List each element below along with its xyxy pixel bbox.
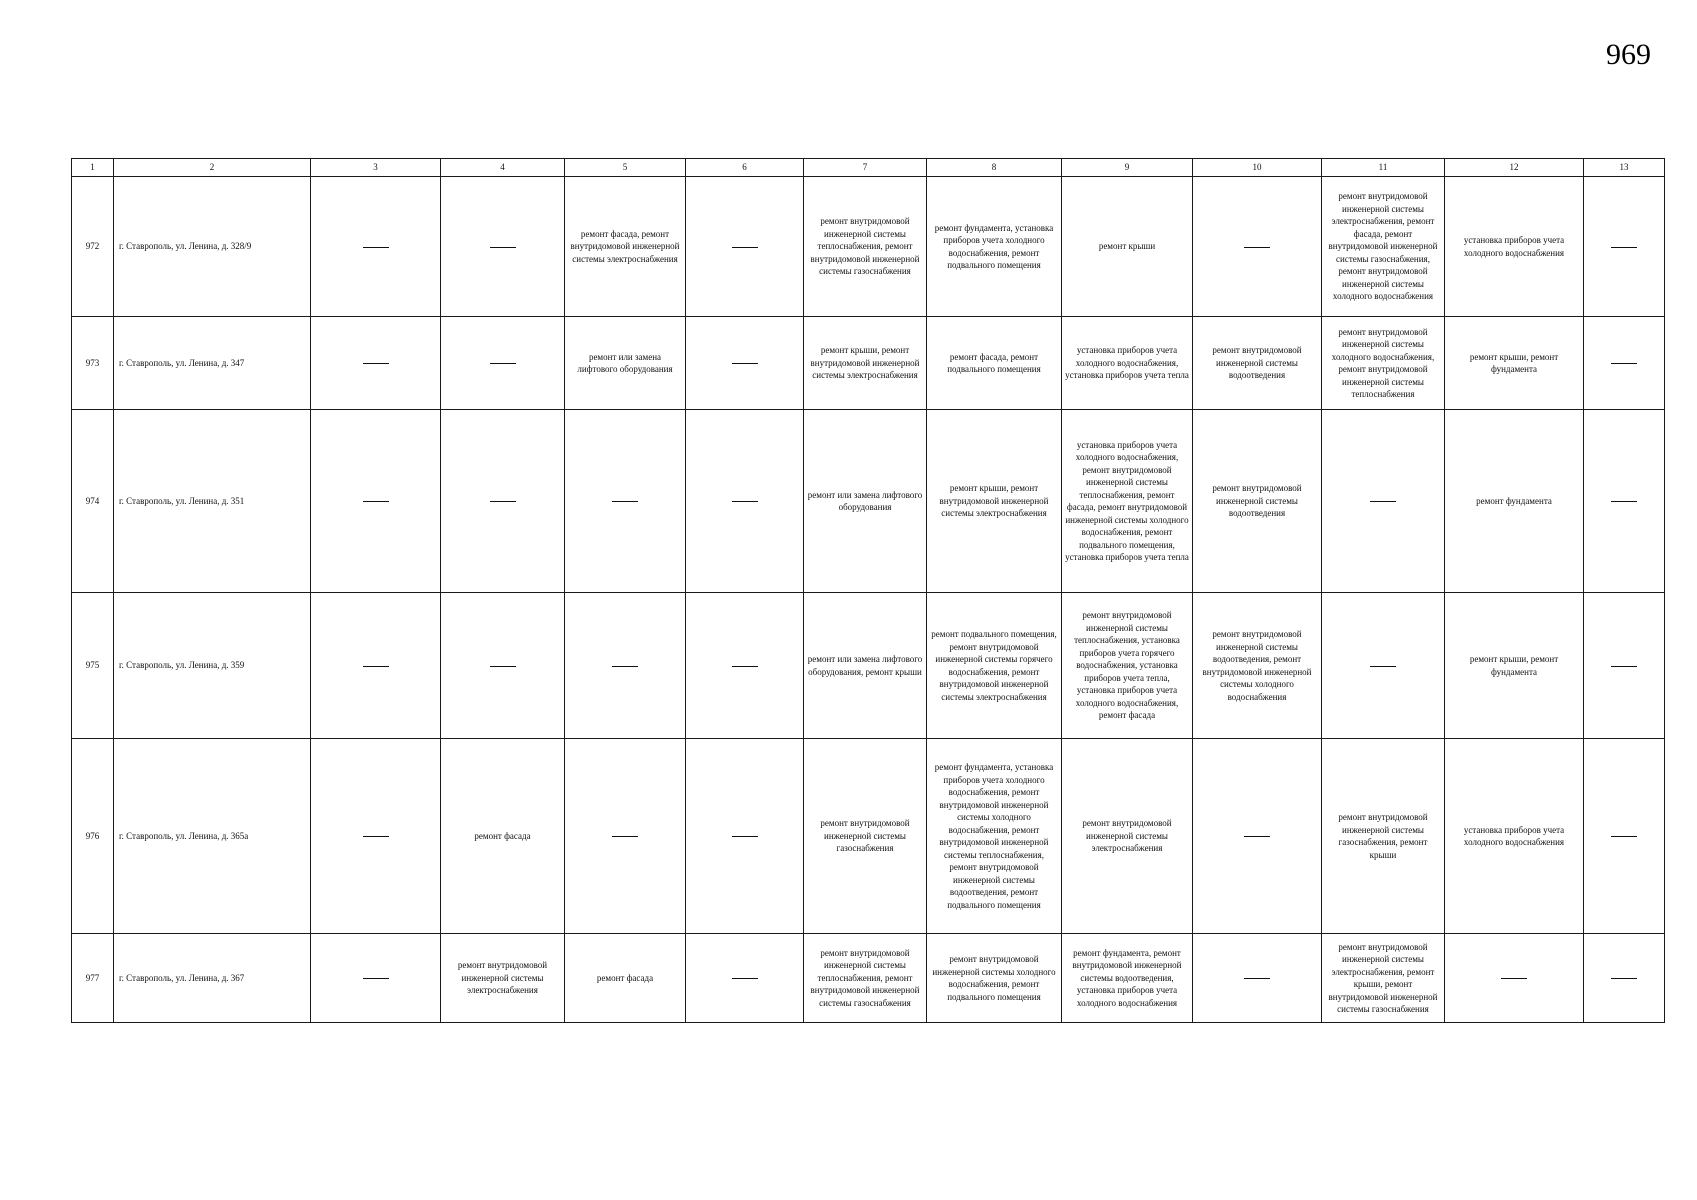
work-cell: ремонт фасада, ремонт подвального помещения xyxy=(927,317,1062,410)
work-cell: ремонт крыши, ремонт внутридомовой инженерной системы электроснабжения xyxy=(927,410,1062,593)
address-cell: г. Ставрополь, ул. Ленина, д. 328/9 xyxy=(114,177,311,317)
work-cell: ремонт фундамента, установка приборов учета холодного водоснабжения, ремонт подвального помещения xyxy=(927,177,1062,317)
work-cell: установка приборов учета холодного водоснабжения xyxy=(1445,177,1584,317)
table-row xyxy=(72,410,1665,593)
row-number: 972 xyxy=(72,177,114,317)
work-cell: ремонт внутридомовой инженерной системы холодного водоснабжения, ремонт подвального помещения xyxy=(927,934,1062,1023)
row-number: 977 xyxy=(72,934,114,1023)
column-header: 3 xyxy=(311,159,441,177)
column-number-header-row xyxy=(72,159,1665,177)
work-cell: ремонт внутридомовой инженерной системы водоотведения xyxy=(1193,410,1322,593)
work-cell: ремонт фасада xyxy=(565,934,686,1023)
column-header: 1 xyxy=(72,159,114,177)
empty-cell-dash xyxy=(311,593,441,739)
empty-cell-dash xyxy=(686,410,804,593)
column-header: 5 xyxy=(565,159,686,177)
column-header: 11 xyxy=(1322,159,1445,177)
empty-cell-dash xyxy=(565,593,686,739)
empty-cell-dash xyxy=(686,317,804,410)
column-header: 12 xyxy=(1445,159,1584,177)
empty-cell-dash xyxy=(311,739,441,934)
column-header: 2 xyxy=(114,159,311,177)
empty-cell-dash xyxy=(1584,934,1665,1023)
address-cell: г. Ставрополь, ул. Ленина, д. 367 xyxy=(114,934,311,1023)
empty-cell-dash xyxy=(686,177,804,317)
work-cell: ремонт внутридомовой инженерной системы теплоснабжения, установка приборов учета горячего водоснабжения, установка приборов учета тепла, установка приборов учета холодного водоснабжения, ремонт фасада xyxy=(1062,593,1193,739)
work-cell: ремонт крыши, ремонт фундамента xyxy=(1445,593,1584,739)
empty-cell-dash xyxy=(686,593,804,739)
table-row xyxy=(72,177,1665,317)
empty-cell-dash xyxy=(565,739,686,934)
empty-cell-dash xyxy=(686,739,804,934)
empty-cell-dash xyxy=(1584,177,1665,317)
work-cell: ремонт внутридомовой инженерной системы электроснабжения, ремонт крыши, ремонт внутридомовой инженерной системы газоснабжения xyxy=(1322,934,1445,1023)
work-cell: ремонт внутридомовой инженерной системы водоотведения xyxy=(1193,317,1322,410)
page-number: 969 xyxy=(1606,38,1651,71)
column-header: 10 xyxy=(1193,159,1322,177)
work-cell: ремонт или замена лифтового оборудования xyxy=(804,410,927,593)
empty-cell-dash xyxy=(1584,410,1665,593)
empty-cell-dash xyxy=(311,317,441,410)
work-cell: ремонт фасада, ремонт внутридомовой инженерной системы электроснабжения xyxy=(565,177,686,317)
work-cell: ремонт фундамента xyxy=(1445,410,1584,593)
work-cell: ремонт фундамента, установка приборов учета холодного водоснабжения, ремонт внутридомовой инженерной системы холодного водоснабжения, ремонт внутридомовой инженерной системы теплоснабжения, ремонт внутридомовой инженерной системы водоотведения, ремонт подвального помещения xyxy=(927,739,1062,934)
work-cell: ремонт внутридомовой инженерной системы теплоснабжения, ремонт внутридомовой инженерной системы газоснабжения xyxy=(804,177,927,317)
empty-cell-dash xyxy=(1193,739,1322,934)
work-cell: ремонт крыши, ремонт внутридомовой инженерной системы электроснабжения xyxy=(804,317,927,410)
column-header: 13 xyxy=(1584,159,1665,177)
empty-cell-dash xyxy=(311,410,441,593)
empty-cell-dash xyxy=(1445,934,1584,1023)
table-row xyxy=(72,593,1665,739)
column-header: 9 xyxy=(1062,159,1193,177)
work-cell: ремонт внутридомовой инженерной системы электроснабжения, ремонт фасада, ремонт внутридомовой инженерной системы газоснабжения, ремонт внутридомовой инженерной системы холодного водоснабжения xyxy=(1322,177,1445,317)
empty-cell-dash xyxy=(311,177,441,317)
address-cell: г. Ставрополь, ул. Ленина, д. 365а xyxy=(114,739,311,934)
table-row xyxy=(72,317,1665,410)
work-cell: ремонт внутридомовой инженерной системы электроснабжения xyxy=(1062,739,1193,934)
column-header: 4 xyxy=(441,159,565,177)
empty-cell-dash xyxy=(311,934,441,1023)
address-cell: г. Ставрополь, ул. Ленина, д. 351 xyxy=(114,410,311,593)
work-cell: установка приборов учета холодного водоснабжения, установка приборов учета тепла xyxy=(1062,317,1193,410)
work-cell: установка приборов учета холодного водоснабжения xyxy=(1445,739,1584,934)
row-number: 976 xyxy=(72,739,114,934)
empty-cell-dash xyxy=(1193,934,1322,1023)
empty-cell-dash xyxy=(441,317,565,410)
repair-schedule-table xyxy=(71,158,1665,1023)
work-cell: ремонт фасада xyxy=(441,739,565,934)
column-header: 7 xyxy=(804,159,927,177)
work-cell: ремонт или замена лифтового оборудования, ремонт крыши xyxy=(804,593,927,739)
empty-cell-dash xyxy=(441,177,565,317)
work-cell: ремонт внутридомовой инженерной системы теплоснабжения, ремонт внутридомовой инженерной системы газоснабжения xyxy=(804,934,927,1023)
table-row xyxy=(72,739,1665,934)
empty-cell-dash xyxy=(441,593,565,739)
row-number: 973 xyxy=(72,317,114,410)
work-cell: ремонт внутридомовой инженерной системы водоотведения, ремонт внутридомовой инженерной системы холодного водоснабжения xyxy=(1193,593,1322,739)
empty-cell-dash xyxy=(1322,593,1445,739)
empty-cell-dash xyxy=(565,410,686,593)
address-cell: г. Ставрополь, ул. Ленина, д. 347 xyxy=(114,317,311,410)
column-header: 6 xyxy=(686,159,804,177)
empty-cell-dash xyxy=(1584,593,1665,739)
row-number: 974 xyxy=(72,410,114,593)
empty-cell-dash xyxy=(686,934,804,1023)
work-cell: ремонт внутридомовой инженерной системы электроснабжения xyxy=(441,934,565,1023)
work-cell: ремонт фундамента, ремонт внутридомовой инженерной системы водоотведения, установка приборов учета холодного водоснабжения xyxy=(1062,934,1193,1023)
work-cell: ремонт крыши, ремонт фундамента xyxy=(1445,317,1584,410)
work-cell: ремонт или замена лифтового оборудования xyxy=(565,317,686,410)
work-cell: ремонт внутридомовой инженерной системы газоснабжения xyxy=(804,739,927,934)
address-cell: г. Ставрополь, ул. Ленина, д. 359 xyxy=(114,593,311,739)
empty-cell-dash xyxy=(1584,739,1665,934)
table-row xyxy=(72,934,1665,1023)
empty-cell-dash xyxy=(441,410,565,593)
work-cell: ремонт внутридомовой инженерной системы газоснабжения, ремонт крыши xyxy=(1322,739,1445,934)
work-cell: ремонт подвального помещения, ремонт внутридомовой инженерной системы горячего водоснабжения, ремонт внутридомовой инженерной системы электроснабжения xyxy=(927,593,1062,739)
empty-cell-dash xyxy=(1193,177,1322,317)
row-number: 975 xyxy=(72,593,114,739)
column-header: 8 xyxy=(927,159,1062,177)
empty-cell-dash xyxy=(1322,410,1445,593)
empty-cell-dash xyxy=(1584,317,1665,410)
work-cell: ремонт внутридомовой инженерной системы холодного водоснабжения, ремонт внутридомовой инженерной системы теплоснабжения xyxy=(1322,317,1445,410)
work-cell: установка приборов учета холодного водоснабжения, ремонт внутридомовой инженерной системы теплоснабжения, ремонт фасада, ремонт внутридомовой инженерной системы холодного водоснабжения, ремонт подвального помещения, установка приборов учета тепла xyxy=(1062,410,1193,593)
work-cell: ремонт крыши xyxy=(1062,177,1193,317)
